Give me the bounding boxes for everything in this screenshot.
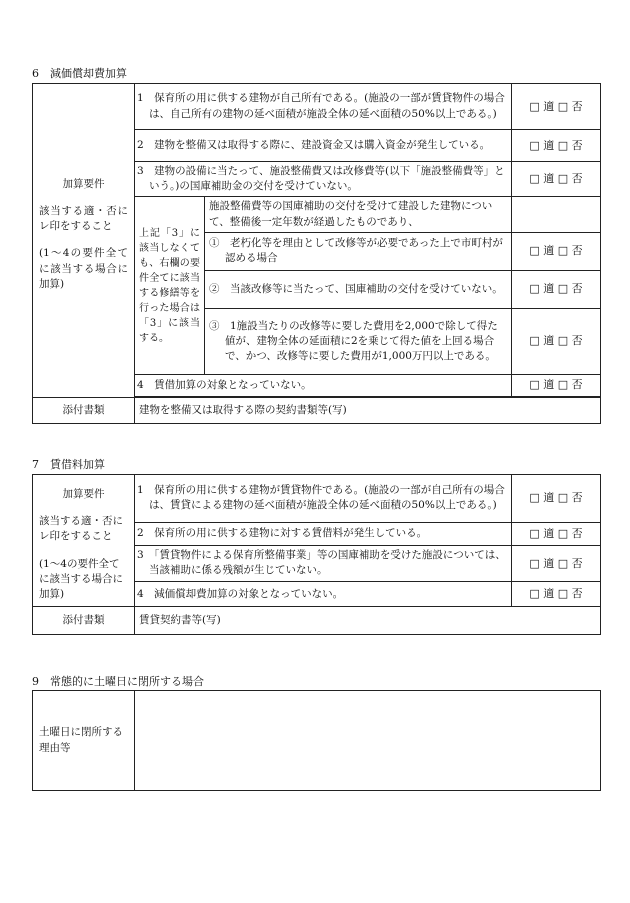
section6-attachment-value: 建物を整備又は取得する際の契約書類等(写) bbox=[135, 397, 601, 423]
section6-req-note2: (1～4の要件全てに該当する場合に加算) bbox=[39, 247, 128, 290]
section6-req-title: 加算要件 bbox=[62, 177, 105, 190]
section6-item-4-check[interactable]: □ 適 □ 否 bbox=[512, 374, 601, 396]
section7-item-3: 3 「賃貸物件による保育所整備事業」等の国庫補助を受けた施設については、当該補助に係る残額が生じていない。 bbox=[135, 545, 512, 582]
section6-condition-3: ③ 1施設当たりの改修等に要した費用を2,000で除して得た値が、建物全体の延面積に2を乗じて得た値を上回る場合で、かつ、改修等に要した費用が1,000万円以上である。 bbox=[205, 308, 512, 374]
section7-item-3-check[interactable]: □ 適 □ 否 bbox=[512, 545, 601, 582]
section7-req-note1: 該当する適・否にレ印をすること bbox=[39, 515, 123, 543]
section6-condition-intro-blank bbox=[512, 197, 601, 232]
section7-item-1-check[interactable]: □ 適 □ 否 bbox=[512, 475, 601, 523]
section9-table bbox=[32, 690, 601, 791]
section9-reason-label: 土曜日に閉所する理由等 bbox=[33, 691, 135, 791]
section6-condition-1: ① 老朽化等を理由として改修等が必要であった上で市町村が認める場合 bbox=[205, 232, 512, 270]
section7-attachment-value: 賃貸契約書等(写) bbox=[135, 607, 601, 635]
section7-table bbox=[32, 474, 601, 635]
section7-item-1: 1 保育所の用に供する建物が賃貸物件である。(施設の一部が自己所有の場合は、賃貸による建物の延べ面積が施設全体の延べ面積の50%以上である。) bbox=[135, 475, 512, 523]
section6-item-2: 2 建物を整備又は取得する際に、建設資金又は購入資金が発生している。 bbox=[135, 130, 512, 162]
section6-item-1: 1 保育所の用に供する建物が自己所有である。(施設の一部が賃貸物件の場合は、自己所有の建物の延べ面積が施設全体の延べ面積の50%以上である。) bbox=[135, 84, 512, 130]
section6-table bbox=[32, 83, 601, 424]
section6-req-note1: 該当する適・否にレ印をすること bbox=[39, 205, 128, 233]
section6-condition-1-check[interactable]: □ 適 □ 否 bbox=[512, 232, 601, 270]
section6-condition-intro: 施設整備費等の国庫補助の交付を受けて建設した建物について、整備後一定年数が経過したものであり、 bbox=[205, 197, 512, 232]
section9-heading: 9 常態的に土曜日に閉所する場合 bbox=[32, 675, 204, 688]
section7-item-4: 4 減価償却費加算の対象となっていない。 bbox=[135, 582, 512, 607]
section6-item-3: 3 建物の設備に当たって、施設整備費又は改修費等(以下「施設整備費等」という。)の国庫補助金の交付を受けていない。 bbox=[135, 162, 512, 197]
section7-heading: 7 賃借料加算 bbox=[32, 458, 105, 471]
section6-item-3-check[interactable]: □ 適 □ 否 bbox=[512, 162, 601, 197]
section7-req-note2: (1～4の要件全てに該当する場合に加算) bbox=[39, 557, 123, 601]
section9-reason-field[interactable] bbox=[135, 691, 601, 791]
section6-item-4: 4 賃借加算の対象となっていない。 bbox=[135, 374, 512, 396]
section7-item-2-check[interactable]: □ 適 □ 否 bbox=[512, 522, 601, 545]
section6-condition-note: 上記「3」に該当しなくても、右欄の要件全てに該当する修繕等を行った場合は「3」に該当する。 bbox=[135, 197, 205, 374]
section6-requirement-cell bbox=[33, 84, 135, 398]
section7-requirement-cell bbox=[33, 475, 135, 607]
section6-condition-2: ② 当該改修等に当たって、国庫補助の交付を受けていない。 bbox=[205, 270, 512, 308]
section6-item-1-check[interactable]: □ 適 □ 否 bbox=[512, 84, 601, 130]
section6-heading: 6 減価償却費加算 bbox=[32, 67, 127, 80]
section7-item-2: 2 保育所の用に供する建物に対する賃借料が発生している。 bbox=[135, 522, 512, 545]
section6-condition-3-check[interactable]: □ 適 □ 否 bbox=[512, 308, 601, 374]
section7-req-title: 加算要件 bbox=[62, 488, 105, 500]
section6-attachment-label: 添付書類 bbox=[33, 397, 135, 423]
section6-item-2-check[interactable]: □ 適 □ 否 bbox=[512, 130, 601, 162]
section7-item-4-check[interactable]: □ 適 □ 否 bbox=[512, 582, 601, 607]
section6-condition-2-check[interactable]: □ 適 □ 否 bbox=[512, 270, 601, 308]
section7-attachment-label: 添付書類 bbox=[33, 607, 135, 635]
